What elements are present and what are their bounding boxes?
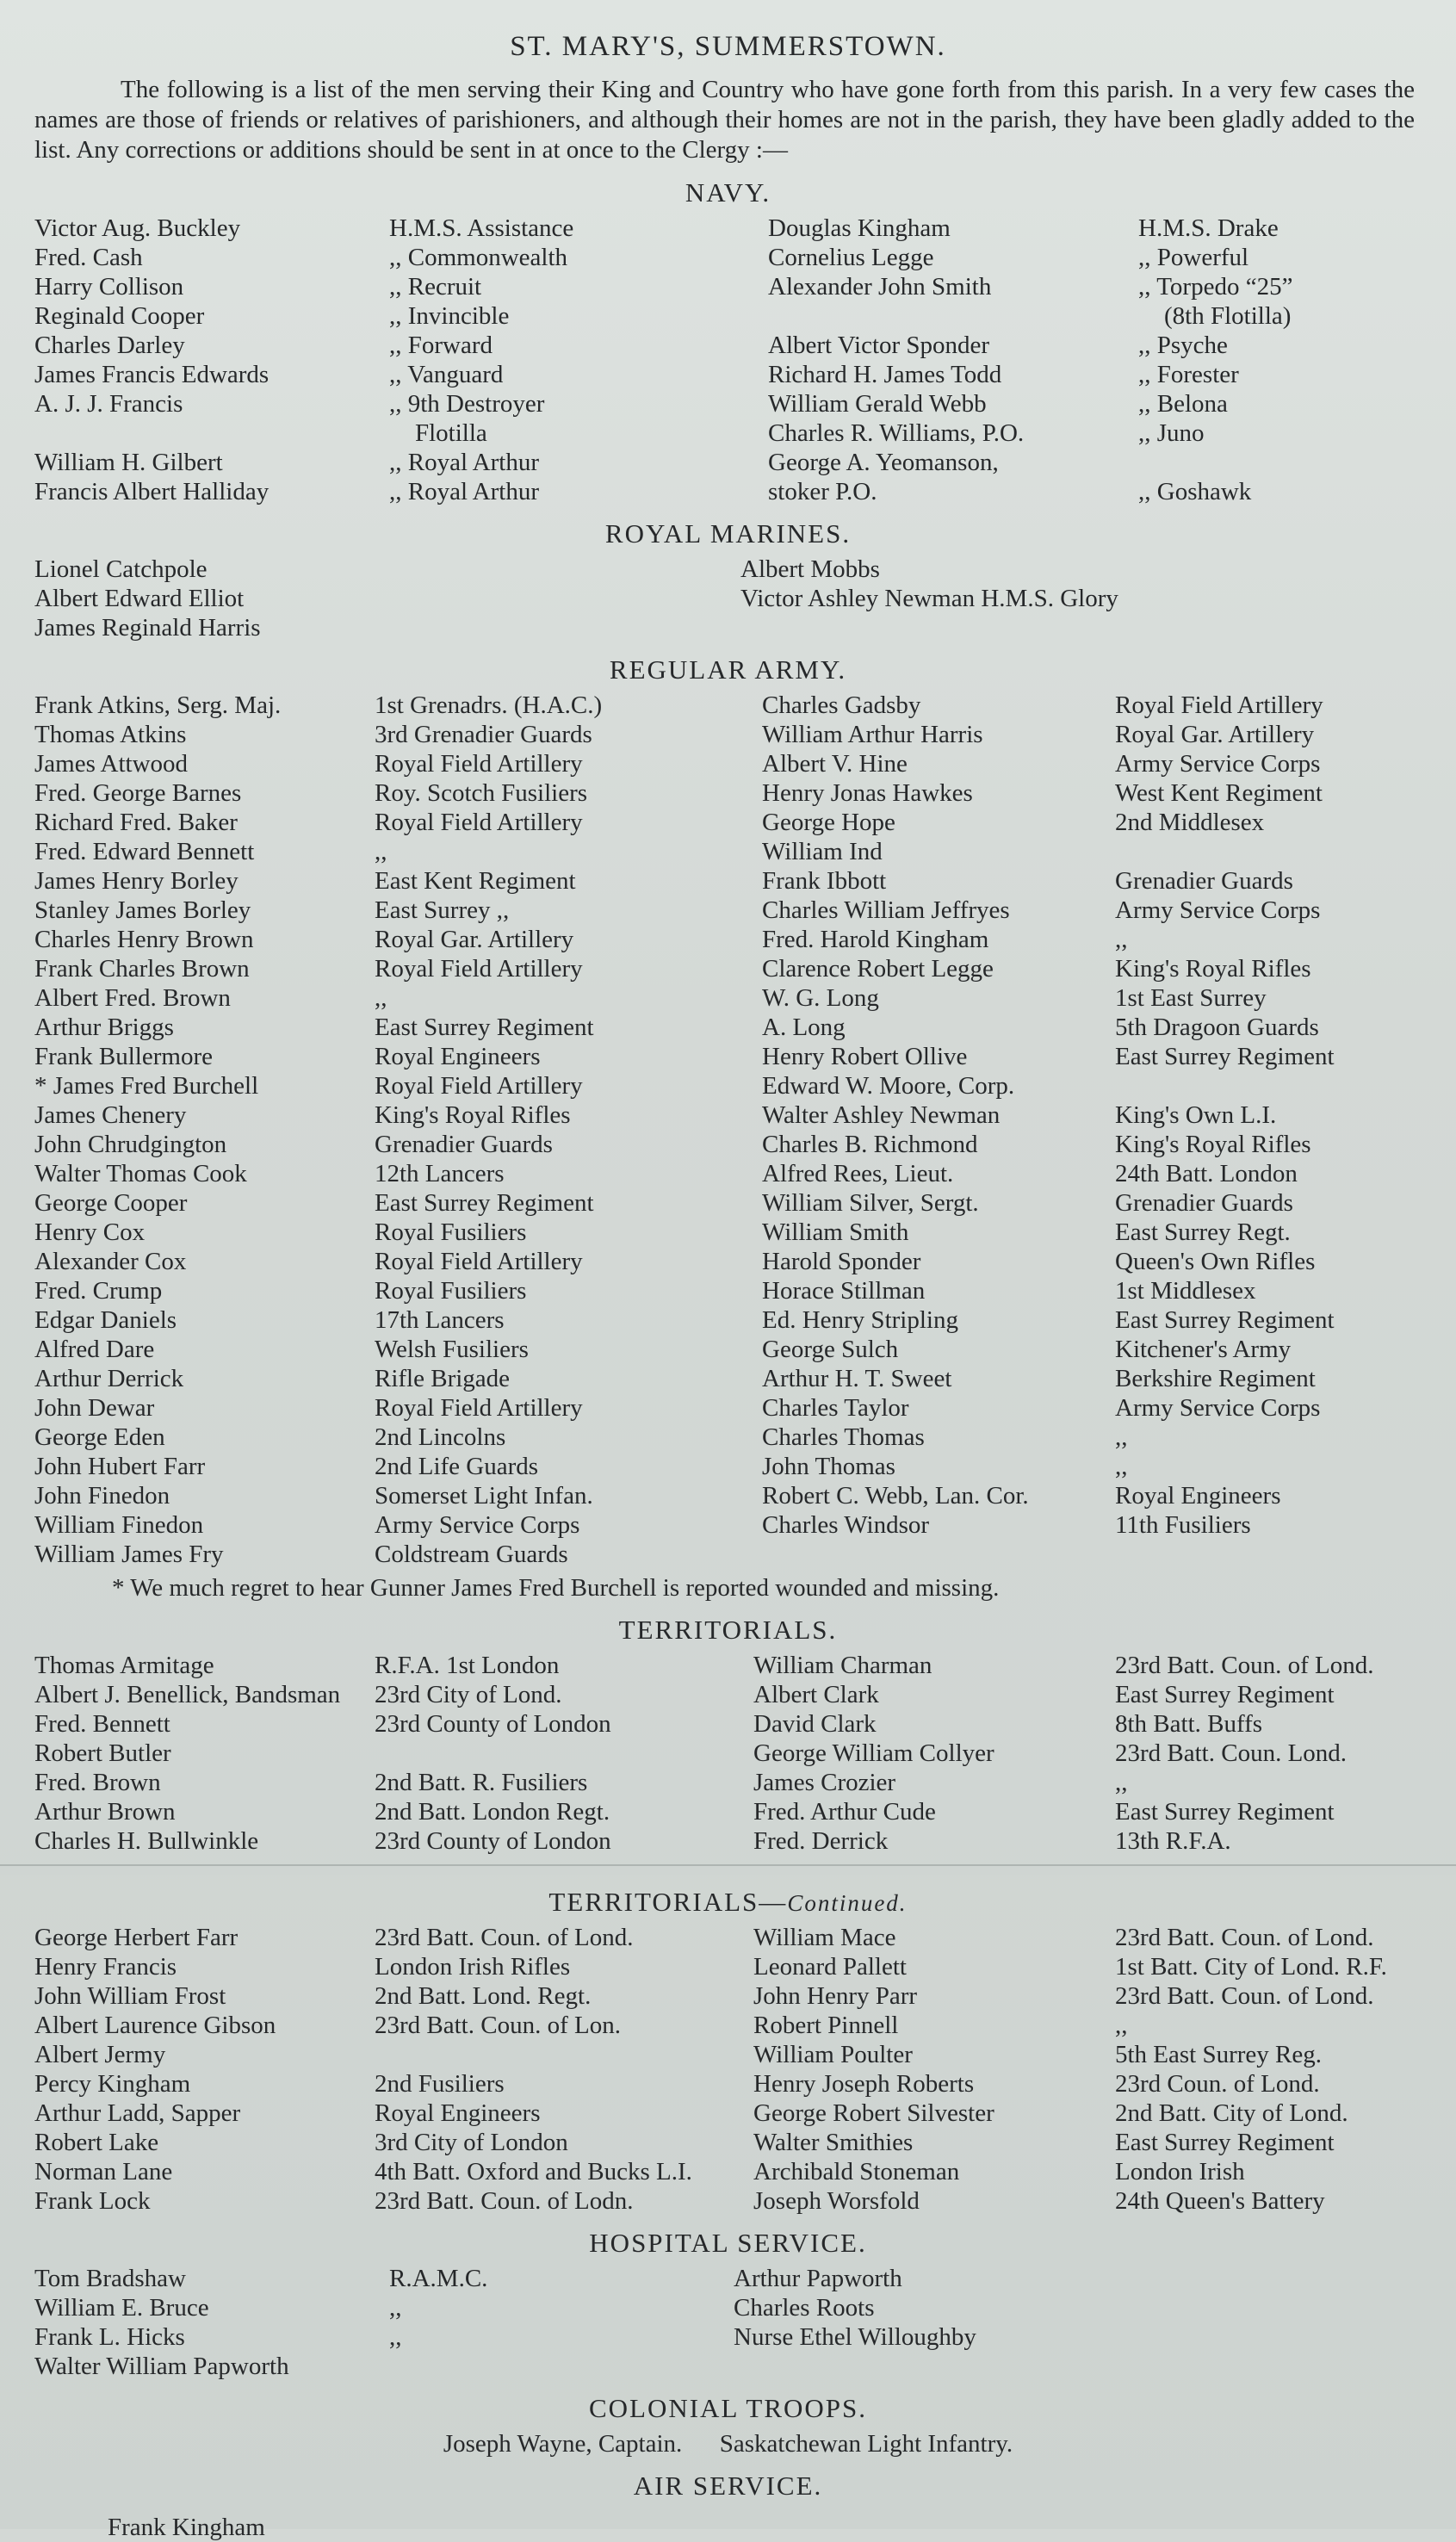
list-cell: ,,: [389, 2323, 402, 2351]
list-cell: Royal Engineers: [375, 1043, 541, 1070]
list-cell: Alfred Rees, Lieut.: [762, 1160, 954, 1187]
heading-air-service: AIR SERVICE.: [633, 2471, 823, 2501]
list-cell: Norman Lane: [34, 2158, 173, 2186]
list-cell: Coldstream Guards: [375, 1541, 568, 1568]
list-cell: West Kent Regiment: [1115, 779, 1323, 807]
list-cell: George William Collyer: [753, 1739, 994, 1767]
list-cell: ,,: [375, 838, 387, 865]
list-cell: King's Royal Rifles: [1115, 1131, 1311, 1158]
list-cell: Thomas Armitage: [34, 1652, 214, 1679]
list-cell: Frank L. Hicks: [34, 2323, 185, 2351]
list-cell: George Sulch: [762, 1336, 899, 1363]
list-cell: London Irish: [1115, 2158, 1245, 2186]
list-cell: King's Royal Rifles: [375, 1101, 571, 1129]
list-cell: [1115, 837, 1422, 866]
list-cell: Albert J. Benellick, Bandsman: [34, 1681, 341, 1708]
list-cell: James Attwood: [34, 750, 189, 778]
list-cell: 2nd Batt. R. Fusiliers: [375, 1769, 588, 1796]
list-cell: Alexander Cox: [34, 1248, 187, 1275]
list-cell: Frank Atkins, Serg. Maj.: [34, 691, 282, 719]
list-cell: George Hope: [762, 809, 895, 836]
list-cell: William Silver, Sergt.: [762, 1189, 979, 1217]
list-cell: 23rd Batt. Coun. of Lond.: [1115, 1652, 1374, 1679]
list-cell: H.M.S. Drake: [1138, 214, 1279, 242]
list-cell: London Irish Rifles: [375, 1953, 571, 1981]
list-cell: Royal Gar. Artillery: [1115, 721, 1315, 748]
heading-colonial-troops: COLONIAL TROOPS.: [588, 2393, 868, 2423]
list-cell: 13th R.F.A.: [1115, 1827, 1231, 1855]
list-cell: Fred. George Barnes: [34, 779, 242, 807]
list-cell: Horace Stillman: [762, 1277, 926, 1305]
list-cell: Charles Windsor: [762, 1511, 930, 1539]
list-cell: Royal Field Artillery: [375, 955, 583, 983]
list-cell: Henry Robert Ollive: [762, 1043, 968, 1070]
list-cell: * James Fred Burchell: [34, 1072, 259, 1100]
list-cell: [1115, 1071, 1422, 1100]
list-cell: Frank Lock: [34, 2187, 151, 2215]
list-cell: John Dewar: [34, 1394, 155, 1422]
list-cell: Charles Taylor: [762, 1394, 909, 1422]
list-cell: King's Own L.I.: [1115, 1101, 1277, 1129]
list-cell: [768, 301, 1138, 331]
list-cell: Clarence Robert Legge: [762, 955, 994, 983]
list-cell: Richard H. James Todd: [768, 361, 1002, 388]
list-cell: Percy Kingham: [34, 2070, 191, 2098]
intro-paragraph: The following is a list of the men serving their King and Country who have gone forth from this parish. In a very few cases the names are those of friends or relatives of parishioners, and although their homes are not in the parish, they have been gladly added to the list. Any corrections or additions should be sent in at once to the Clergy :—: [34, 76, 1415, 164]
list-cell: Grenadier Guards: [1115, 867, 1293, 895]
list-cell: Royal Field Artillery: [375, 750, 583, 778]
list-cell: Rifle Brigade: [375, 1365, 511, 1392]
list-cell: George A. Yeomanson,: [768, 449, 999, 476]
list-cell: Kitchener's Army: [1115, 1336, 1292, 1363]
list-cell: Fred. Crump: [34, 1277, 163, 1305]
list-cell: 2nd Fusiliers: [375, 2070, 505, 2098]
list-cell: Albert Fred. Brown: [34, 984, 231, 1012]
list-cell: Fred. Brown: [34, 1769, 161, 1796]
list-cell: 12th Lancers: [375, 1160, 505, 1187]
heading-navy: NAVY.: [685, 177, 771, 208]
list-cell: 3rd Grenadier Guards: [375, 721, 592, 748]
list-cell: William Finedon: [34, 1511, 204, 1539]
list-cell: Charles Roots: [734, 2294, 875, 2322]
list-cell: 23rd Batt. Coun. Lond.: [1115, 1739, 1348, 1767]
list-cell: East Kent Regiment: [375, 867, 576, 895]
list-cell: William Smith: [762, 1218, 909, 1246]
list-cell: John William Frost: [34, 1982, 226, 2010]
list-cell: 5th Dragoon Guards: [1115, 1014, 1319, 1041]
list-cell: Frank Ibbott: [762, 867, 887, 895]
list-cell: James Reginald Harris: [34, 614, 261, 642]
list-cell: Robert C. Webb, Lan. Cor.: [762, 1482, 1029, 1510]
list-cell: William James Fry: [34, 1541, 224, 1568]
list-cell: Victor Ashley Newman H.M.S. Glory: [740, 585, 1118, 612]
list-cell: John Henry Parr: [753, 1982, 918, 2010]
list-cell: Albert Edward Elliot: [34, 585, 245, 612]
list-cell: Henry Joseph Roberts: [753, 2070, 975, 2098]
list-cell: 24th Queen's Battery: [1115, 2187, 1325, 2215]
list-cell: Frank Charles Brown: [34, 955, 250, 983]
list-cell: Albert Jermy: [34, 2041, 166, 2068]
list-cell: Frank Bullermore: [34, 1043, 213, 1070]
list-cell: ,, 9th Destroyer: [389, 390, 545, 418]
list-cell: Royal Field Artillery: [375, 1072, 583, 1100]
list-cell: Walter Smithies: [753, 2129, 914, 2156]
list-cell: John Hubert Farr: [34, 1453, 206, 1480]
list-cell: Charles H. Bullwinkle: [34, 1827, 259, 1855]
list-cell: ,,: [389, 2294, 402, 2322]
list-cell: John Chrudgington: [34, 1131, 227, 1158]
list-cell: Charles Gadsby: [762, 691, 921, 719]
list-cell: 4th Batt. Oxford and Bucks L.I.: [375, 2158, 692, 2186]
list-cell: 2nd Batt. London Regt.: [375, 1798, 610, 1826]
list-cell: Fred. Harold Kingham: [762, 926, 989, 953]
list-cell: (8th Flotilla): [1164, 302, 1292, 330]
air-entry: Frank Kingham: [108, 2514, 265, 2541]
list-cell: R.F.A. 1st London: [375, 1652, 560, 1679]
list-cell: [734, 2352, 1422, 2381]
list-cell: Royal Fusiliers: [375, 1277, 527, 1305]
list-cell: East Surrey Regt.: [1115, 1218, 1291, 1246]
list-cell: William Ind: [762, 838, 883, 865]
list-cell: Walter Ashley Newman: [762, 1101, 1001, 1129]
list-cell: William Mace: [753, 1924, 896, 1951]
list-cell: ,,: [1115, 1453, 1128, 1480]
list-cell: Roy. Scotch Fusiliers: [375, 779, 588, 807]
list-cell: 2nd Batt. City of Lond.: [1115, 2099, 1348, 2127]
list-cell: Tom Bradshaw: [34, 2265, 186, 2292]
list-cell: Army Service Corps: [1115, 896, 1321, 924]
list-cell: 24th Batt. London: [1115, 1160, 1298, 1187]
list-cell: Richard Fred. Baker: [34, 809, 238, 836]
list-cell: Ed. Henry Stripling: [762, 1306, 958, 1334]
list-cell: East Surrey ,,: [375, 896, 510, 924]
list-cell: Arthur Briggs: [34, 1014, 174, 1041]
list-cell: David Clark: [753, 1710, 877, 1738]
list-cell: [762, 1540, 1115, 1569]
list-cell: William Arthur Harris: [762, 721, 983, 748]
list-cell: Somerset Light Infan.: [375, 1482, 593, 1510]
list-cell: Arthur Derrick: [34, 1365, 184, 1392]
list-cell: Charles Darley: [34, 332, 185, 359]
list-cell: Fred. Derrick: [753, 1827, 889, 1855]
list-cell: Albert Clark: [753, 1681, 879, 1708]
list-cell: Robert Butler: [34, 1739, 171, 1767]
list-cell: Albert V. Hine: [762, 750, 908, 778]
list-cell: Grenadier Guards: [375, 1131, 553, 1158]
list-cell: 23rd Batt. Coun. of Lon.: [375, 2012, 621, 2039]
list-cell: Charles Thomas: [762, 1423, 925, 1451]
list-cell: 23rd Batt. Coun. of Lodn.: [375, 2187, 634, 2215]
list-cell: Joseph Worsfold: [753, 2187, 920, 2215]
list-cell: East Surrey Regiment: [1115, 2129, 1335, 2156]
list-cell: ,, Juno: [1138, 419, 1205, 447]
list-cell: Berkshire Regiment: [1115, 1365, 1316, 1392]
list-cell: 5th East Surrey Reg.: [1115, 2041, 1323, 2068]
list-cell: Flotilla: [415, 419, 487, 447]
list-cell: Robert Lake: [34, 2129, 159, 2156]
list-cell: 23rd Batt. Coun. of Lond.: [1115, 1982, 1374, 2010]
list-cell: [375, 2040, 753, 2069]
list-cell: James Chenery: [34, 1101, 187, 1129]
list-cell: James Crozier: [753, 1769, 896, 1796]
list-cell: Charles Henry Brown: [34, 926, 254, 953]
list-cell: 23rd Coun. of Lond.: [1115, 2070, 1320, 2098]
heading-hospital-service: HOSPITAL SERVICE.: [589, 2228, 867, 2258]
list-cell: 11th Fusiliers: [1115, 1511, 1251, 1539]
list-cell: Walter Thomas Cook: [34, 1160, 247, 1187]
list-cell: [389, 2352, 734, 2381]
list-cell: 2nd Middlesex: [1115, 809, 1265, 836]
list-cell: Royal Fusiliers: [375, 1218, 527, 1246]
list-cell: William E. Bruce: [34, 2294, 209, 2322]
list-cell: 3rd City of London: [375, 2129, 568, 2156]
colonial-entry: Joseph Wayne, Captain. Saskatchewan Light Infantry.: [443, 2430, 1013, 2458]
list-cell: ,, Powerful: [1138, 244, 1249, 271]
list-cell: Army Service Corps: [1115, 750, 1321, 778]
marines-list: [34, 555, 1422, 642]
list-cell: ,, Invincible: [389, 302, 510, 330]
list-cell: ,, Torpedo “25”: [1138, 273, 1293, 301]
list-cell: Victor Aug. Buckley: [34, 214, 241, 242]
list-cell: Henry Cox: [34, 1218, 146, 1246]
list-cell: George Eden: [34, 1423, 165, 1451]
list-cell: ,, Goshawk: [1138, 478, 1252, 505]
list-cell: William Charman: [753, 1652, 932, 1679]
list-cell: Edgar Daniels: [34, 1306, 177, 1334]
list-cell: George Herbert Farr: [34, 1924, 239, 1951]
list-cell: [375, 1739, 753, 1768]
list-cell: [1115, 1540, 1422, 1569]
list-cell: James Francis Edwards: [34, 361, 270, 388]
list-cell: Fred. Bennett: [34, 1710, 170, 1738]
list-cell: R.A.M.C.: [389, 2265, 488, 2292]
list-cell: James Henry Borley: [34, 867, 239, 895]
list-cell: Fred. Arthur Cude: [753, 1798, 936, 1826]
list-cell: Royal Engineers: [1115, 1482, 1281, 1510]
army-list: [34, 691, 1422, 1569]
list-cell: Reginald Cooper: [34, 302, 205, 330]
territorials-continued-list: [34, 1923, 1422, 2216]
list-cell: Henry Francis: [34, 1953, 177, 1981]
list-cell: Army Service Corps: [375, 1511, 580, 1539]
list-cell: Royal Gar. Artillery: [375, 926, 574, 953]
list-cell: 23rd County of London: [375, 1710, 611, 1738]
list-cell: Queen's Own Rifles: [1115, 1248, 1316, 1275]
list-cell: John Finedon: [34, 1482, 170, 1510]
list-cell: ,, Commonwealth: [389, 244, 568, 271]
heading-royal-marines: ROYAL MARINES.: [604, 518, 852, 549]
list-cell: 23rd City of Lond.: [375, 1681, 562, 1708]
list-cell: ,, Belona: [1138, 390, 1228, 418]
list-cell: 23rd County of London: [375, 1827, 611, 1855]
list-cell: William Gerald Webb: [768, 390, 987, 418]
list-cell: Arthur Brown: [34, 1798, 176, 1826]
list-cell: Edward W. Moore, Corp.: [762, 1072, 1015, 1100]
list-cell: A. J. J. Francis: [34, 390, 183, 418]
list-cell: 2nd Batt. Lond. Regt.: [375, 1982, 592, 2010]
list-cell: Albert Laurence Gibson: [34, 2012, 276, 2039]
heading-territorials: TERRITORIALS.: [618, 1615, 838, 1645]
list-cell: Thomas Atkins: [34, 721, 187, 748]
list-cell: Archibald Stoneman: [753, 2158, 960, 2186]
list-cell: ,, Forester: [1138, 361, 1239, 388]
list-cell: ,,: [1115, 1769, 1128, 1796]
list-cell: Charles R. Williams, P.O.: [768, 419, 1025, 447]
list-cell: East Surrey Regiment: [1115, 1798, 1335, 1826]
list-cell: 2nd Lincolns: [375, 1423, 506, 1451]
list-cell: ,, Recruit: [389, 273, 482, 301]
list-cell: Charles William Jeffryes: [762, 896, 1010, 924]
list-cell: H.M.S. Assistance: [389, 214, 574, 242]
list-cell: John Thomas: [762, 1453, 895, 1480]
list-cell: East Surrey Regiment: [375, 1189, 594, 1217]
page-title: ST. MARY'S, SUMMERSTOWN.: [510, 31, 946, 62]
list-cell: Albert Mobbs: [740, 555, 880, 583]
list-cell: Welsh Fusiliers: [375, 1336, 529, 1363]
list-cell: Army Service Corps: [1115, 1394, 1321, 1422]
list-cell: Albert Victor Sponder: [768, 332, 990, 359]
page-divider: [0, 1864, 1456, 1875]
list-cell: Lionel Catchpole: [34, 555, 208, 583]
list-cell: Arthur Ladd, Sapper: [34, 2099, 241, 2127]
list-cell: Robert Pinnell: [753, 2012, 899, 2039]
list-cell: Harry Collison: [34, 273, 184, 301]
list-cell: Royal Field Artillery: [375, 1248, 583, 1275]
list-cell: ,,: [1115, 926, 1128, 953]
list-cell: ,, Vanguard: [389, 361, 504, 388]
list-cell: Harold Sponder: [762, 1248, 921, 1275]
list-cell: ,, Forward: [389, 332, 493, 359]
list-cell: Royal Field Artillery: [1115, 691, 1323, 719]
list-cell: Stanley James Borley: [34, 896, 251, 924]
list-cell: Douglas Kingham: [768, 214, 951, 242]
list-cell: East Surrey Regiment: [1115, 1043, 1335, 1070]
navy-list: [34, 214, 1422, 506]
heading-regular-army: REGULAR ARMY.: [609, 654, 847, 685]
list-cell: William Poulter: [753, 2041, 913, 2068]
list-cell: stoker P.O.: [768, 478, 877, 505]
list-cell: 1st Middlesex: [1115, 1277, 1256, 1305]
list-cell: W. G. Long: [762, 984, 879, 1012]
list-cell: 1st East Surrey: [1115, 984, 1267, 1012]
list-cell: Cornelius Legge: [768, 244, 934, 271]
list-cell: ,, Royal Arthur: [389, 449, 539, 476]
hospital-list: [34, 2264, 1422, 2381]
list-cell: [740, 613, 1422, 642]
list-cell: Royal Field Artillery: [375, 1394, 583, 1422]
list-cell: ,,: [1115, 2012, 1128, 2039]
list-cell: ,,: [375, 984, 387, 1012]
list-cell: 1st Batt. City of Lond. R.F.: [1115, 1953, 1387, 1981]
list-cell: 1st Grenadrs. (H.A.C.): [375, 691, 603, 719]
list-cell: ,,: [1115, 1423, 1128, 1451]
list-cell: Charles B. Richmond: [762, 1131, 978, 1158]
territorials-list: [34, 1651, 1422, 1856]
list-cell: 17th Lancers: [375, 1306, 505, 1334]
list-cell: Alfred Dare: [34, 1336, 155, 1363]
list-cell: ,, Royal Arthur: [389, 478, 539, 505]
list-cell: George Cooper: [34, 1189, 188, 1217]
list-cell: King's Royal Rifles: [1115, 955, 1311, 983]
list-cell: Arthur Papworth: [734, 2265, 902, 2292]
list-cell: Arthur H. T. Sweet: [762, 1365, 952, 1392]
list-cell: East Surrey Regiment: [375, 1014, 594, 1041]
heading-territorials-continued: TERRITORIALS—Continued.: [548, 1887, 908, 1917]
list-cell: Royal Field Artillery: [375, 809, 583, 836]
list-cell: East Surrey Regiment: [1115, 1306, 1335, 1334]
list-cell: Fred. Cash: [34, 244, 143, 271]
list-cell: Nurse Ethel Willoughby: [734, 2323, 976, 2351]
list-cell: Henry Jonas Hawkes: [762, 779, 973, 807]
list-cell: Leonard Pallett: [753, 1953, 907, 1981]
list-cell: [34, 418, 389, 448]
list-cell: 8th Batt. Buffs: [1115, 1710, 1263, 1738]
list-cell: William H. Gilbert: [34, 449, 223, 476]
list-cell: George Robert Silvester: [753, 2099, 994, 2127]
list-cell: Alexander John Smith: [768, 273, 992, 301]
list-cell: Royal Engineers: [375, 2099, 541, 2127]
list-cell: 23rd Batt. Coun. of Lond.: [375, 1924, 634, 1951]
list-cell: Fred. Edward Bennett: [34, 838, 255, 865]
army-footnote: * We much regret to hear Gunner James Fred Burchell is reported wounded and missing.: [112, 1574, 1000, 1602]
list-cell: ,, Psyche: [1138, 332, 1228, 359]
list-cell: [1138, 448, 1422, 477]
list-cell: 23rd Batt. Coun. of Lond.: [1115, 1924, 1374, 1951]
list-cell: A. Long: [762, 1014, 846, 1041]
list-cell: East Surrey Regiment: [1115, 1681, 1335, 1708]
list-cell: Grenadier Guards: [1115, 1189, 1293, 1217]
list-cell: Francis Albert Halliday: [34, 478, 270, 505]
list-cell: 2nd Life Guards: [375, 1453, 539, 1480]
list-cell: Walter William Papworth: [34, 2353, 289, 2380]
